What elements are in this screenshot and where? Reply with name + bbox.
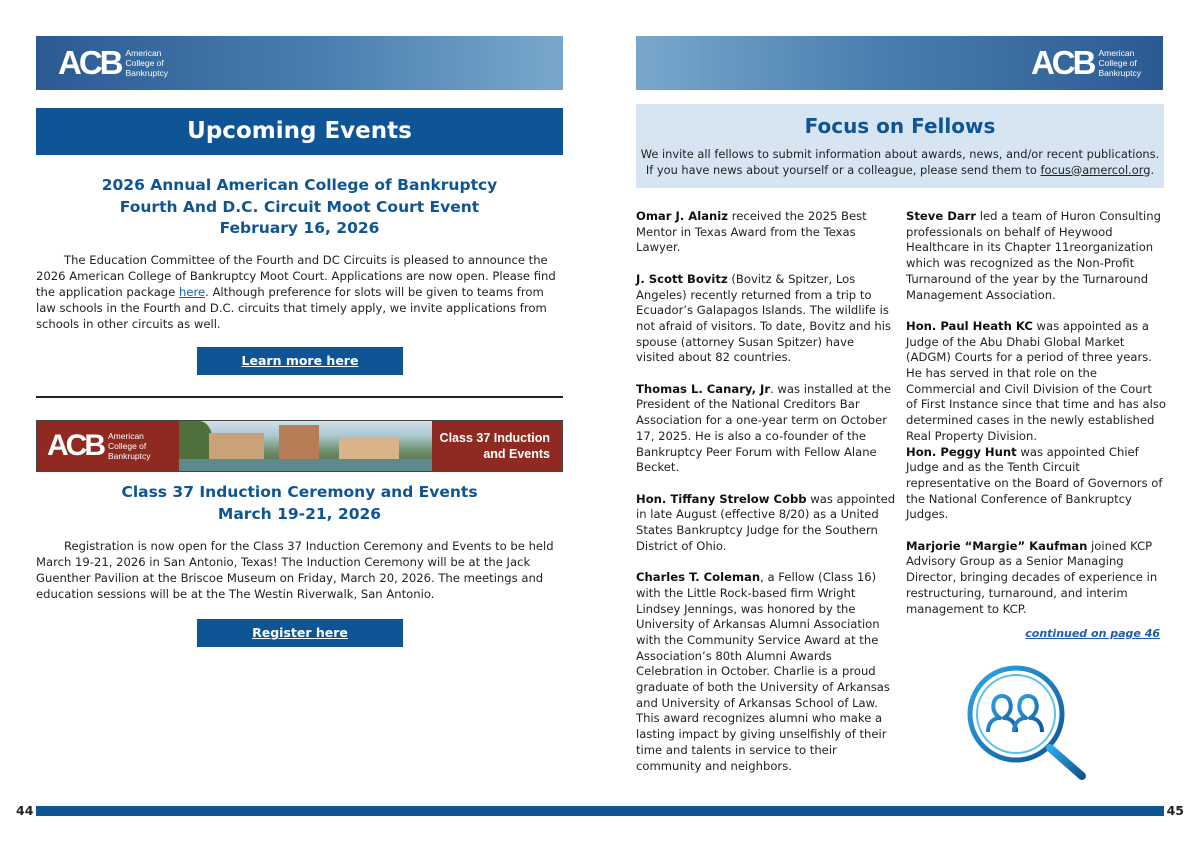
promo-label-line: and Events xyxy=(483,447,550,461)
section-title: Focus on Fellows xyxy=(804,114,996,138)
logo-line: Bankruptcy xyxy=(125,68,169,78)
event-heading xyxy=(36,482,563,525)
focus-header-box xyxy=(636,104,1164,188)
promo-logo xyxy=(37,421,179,471)
people-search-icon xyxy=(964,662,1094,782)
logo-text xyxy=(1098,48,1141,78)
river-shape xyxy=(179,459,432,471)
intro-line: We invite all fellows to submit information about awards, news, and/or recent publications. xyxy=(640,147,1160,161)
header-banner xyxy=(636,36,1163,90)
fellow-news-item xyxy=(636,570,896,774)
heading-line: February 16, 2026 xyxy=(219,219,380,237)
promo-label xyxy=(432,421,562,471)
fellow-news-item xyxy=(636,492,896,555)
fellow-name: Marjorie “Margie” Kaufman xyxy=(906,538,1088,553)
email-link[interactable]: focus@amercol.org xyxy=(1040,162,1151,177)
learn-more-button[interactable]: Learn more here xyxy=(197,347,403,375)
fellow-news-item xyxy=(906,539,1166,618)
acb-logo xyxy=(1031,44,1141,82)
logo-text xyxy=(126,48,169,78)
heading-line: Fourth And D.C. Circuit Moot Court Event xyxy=(119,197,480,216)
page-number: 44 xyxy=(16,803,34,818)
fellow-name: Hon. Tiffany Strelow Cobb xyxy=(636,491,807,506)
fellow-news-item xyxy=(906,209,1166,303)
news-text: was appointed Chief Judge and as the Tenth Circuit representative on the Board of Governors of the National Conference of Bankruptcy Judges. xyxy=(906,444,1163,522)
logo-line: Bankruptcy xyxy=(1098,68,1141,78)
footer-bar xyxy=(600,806,1164,816)
logo-line: Bankruptcy xyxy=(108,451,151,461)
text-span: . xyxy=(1150,162,1155,177)
news-text: led a team of Huron Consulting professionals on behalf of Heywood Healthcare in its Chapter 11reorganization which was recognized as the Non-Profit Turnaround of the year by the Turnaround Management Association. xyxy=(906,209,1161,302)
logo-line: American xyxy=(1098,48,1135,58)
logo-text xyxy=(108,431,151,461)
heading-line: Class 37 Induction Ceremony and Events xyxy=(121,483,478,501)
fellow-name: Hon. Peggy Hunt xyxy=(906,444,1017,459)
logo-line: American xyxy=(125,48,162,58)
fellow-name: Omar J. Alaniz xyxy=(636,209,729,223)
fellow-name: Thomas L. Canary, Jr xyxy=(636,381,771,396)
page-number: 45 xyxy=(1166,803,1184,818)
logo-mark: ACB xyxy=(1030,44,1094,81)
continued-link[interactable]: continued on page 46 xyxy=(1025,627,1160,640)
register-button[interactable]: Register here xyxy=(197,619,403,647)
section-title: Upcoming Events xyxy=(36,108,563,155)
fellow-name: J. Scott Bovitz xyxy=(636,271,728,286)
news-text: was appointed as a Judge of the Abu Dhabi Global Market (ADGM) Courts for a period of three years. He has served in that role on the Commercial and Civil Division of the Court of First Instance since that time and has also determined cases in the newly established Real Property Division. xyxy=(906,318,1166,443)
fellow-name: Charles T. Coleman xyxy=(636,570,761,585)
acb-logo xyxy=(58,44,168,82)
footer-bar xyxy=(36,806,600,816)
heading-line: 2026 Annual American College of Bankruptcy xyxy=(101,176,498,194)
logo-mark: ACB xyxy=(47,429,103,462)
fellow-name: Steve Darr xyxy=(906,209,977,223)
fellow-news-item xyxy=(636,382,896,476)
event-description xyxy=(36,252,563,332)
news-text: . was installed at the President of the National Creditors Bar Association for a one-year term on October 17, 2025. He is also a co-founder of the Bankruptcy Peer Forum with Fellow Alane Becket. xyxy=(636,381,891,475)
news-text: was appointed in late August (effective 8/20) as a United States Bankruptcy Judge for the Southern District of Ohio. xyxy=(636,491,896,553)
divider xyxy=(36,396,563,398)
promo-label-line: Class 37 Induction xyxy=(439,431,550,445)
header-banner xyxy=(36,36,563,90)
induction-banner[interactable] xyxy=(36,420,563,472)
text-span: . Although preference for slots will be given to teams from law schools in the Fourth and D.C. circuits that timely apply, we invite applications from schools in other circuits as well. xyxy=(36,285,547,331)
logo-line: American xyxy=(108,431,144,441)
intro-line xyxy=(636,163,1164,179)
news-text: joined KCP Advisory Group as a Senior Managing Director, bringing decades of experience in restructuring, turnaround, and interim management to KCP. xyxy=(906,538,1158,616)
news-text: received the 2025 Best Mentor in Texas Award from the Texas Lawyer. xyxy=(636,209,867,255)
riverwalk-photo xyxy=(179,421,432,471)
logo-mark: ACB xyxy=(58,44,121,81)
application-package-link[interactable]: here xyxy=(178,285,206,299)
text-span: If you have news about yourself or a colleague, please send them to xyxy=(645,162,1041,177)
heading-line: March 19-21, 2026 xyxy=(217,504,382,523)
text-span: The Education Committee of the Fourth and DC Circuits is pleased to announce the 2026 American College of Bankruptcy Moot Court. Applications are now open. Please find the application package xyxy=(36,253,556,299)
fellow-name: Hon. Paul Heath KC xyxy=(906,318,1033,333)
news-text: (Bovitz & Spitzer, Los Angeles) recently returned from a trip to Ecuador’s Galapagos Islands. The wildlife is not afraid of visitors. To date, Bovitz and his spouse (attorney Susan Spitzer) have visited about 82 countries. xyxy=(636,271,891,365)
event-description: Registration is now open for the Class 37 Induction Ceremony and Events to be held March 19-21, 2026 in San Antonio, Texas! The Induction Ceremony will be at the Jack Guenther Pavilion at the Briscoe Museum on Friday, March 20, 2026. The meetings and education sessions will be at the The Westin Riverwalk, San Antonio. xyxy=(36,539,554,601)
logo-line: College of xyxy=(108,441,147,451)
focus-intro xyxy=(636,147,1164,178)
news-column-left xyxy=(636,209,896,774)
right-page xyxy=(600,0,1200,848)
fellow-news-item xyxy=(906,445,1166,524)
news-column-right xyxy=(906,209,1166,617)
logo-line: College of xyxy=(125,58,164,68)
fellow-news-item xyxy=(906,319,1166,445)
fellow-news-item xyxy=(636,272,896,366)
logo-line: College of xyxy=(1098,58,1137,68)
news-text: , a Fellow (Class 16) with the Little Rock-based firm Wright Lindsey Jennings, was honored by the University of Arkansas Alumni Association with the Community Service Award at the Association’s 80th Alumni Awards Celebration in October. Charlie is a proud graduate of both the University of Arkansas and University of Arkansas School of Law. This award recognizes alumni who make a lasting impact by giving unselfishly of their time and talents in service to their community and neighbors. xyxy=(636,570,890,773)
event-heading xyxy=(36,175,563,240)
fellow-news-item xyxy=(636,209,896,256)
